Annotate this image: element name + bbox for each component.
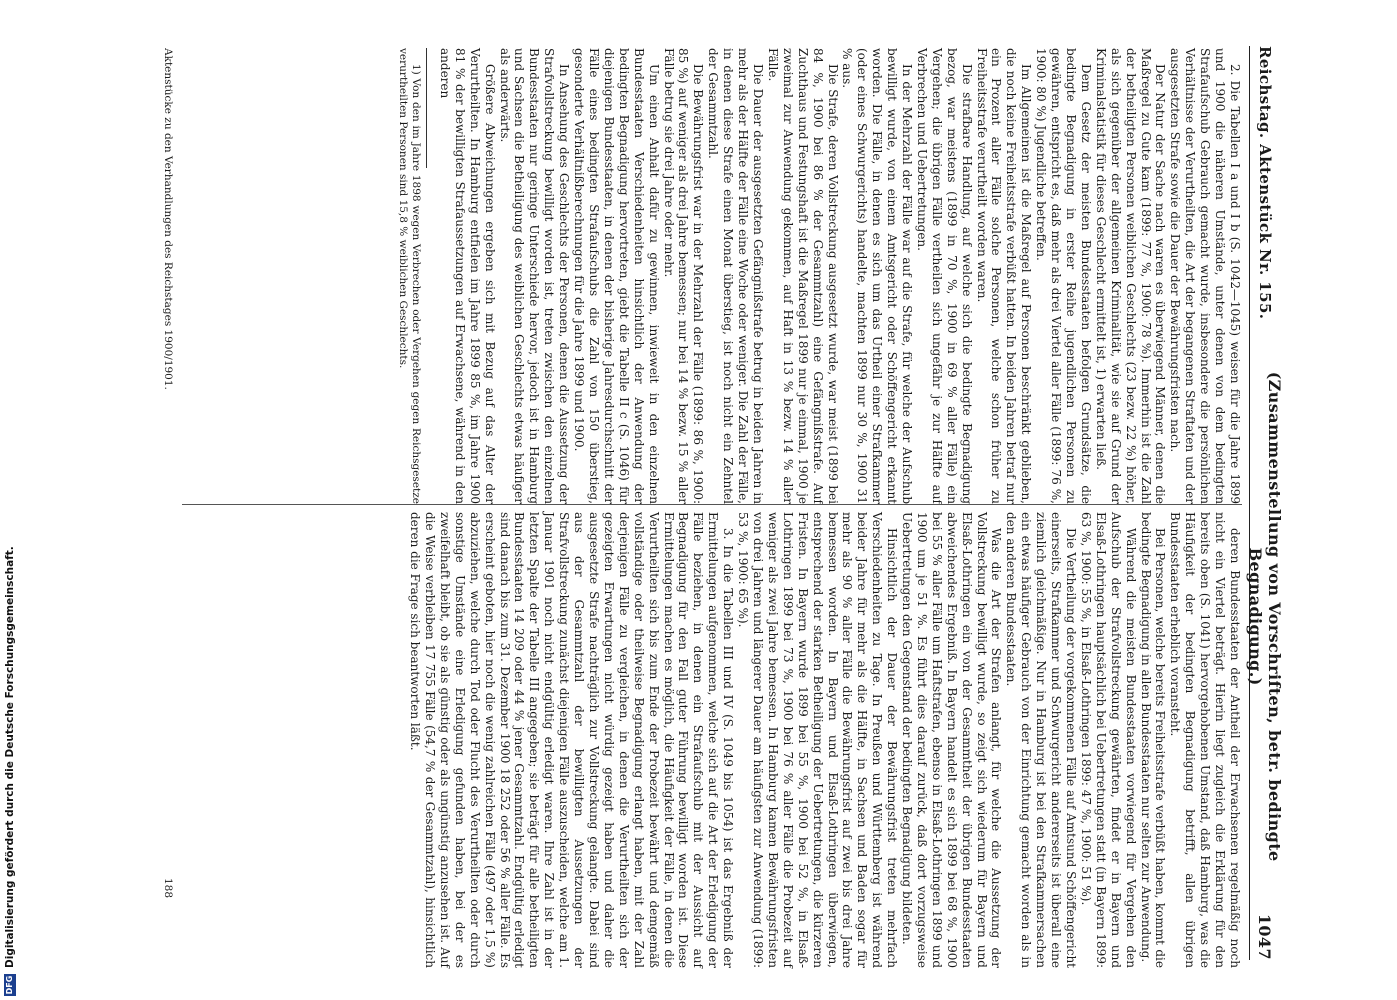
right-column-paragraph: Was die Art der Strafen anlangt, für welche die Aussetzung der Vollstreckung bewilligt wurde, so zeigt sich wiederum für Bayern und Elsaß-Lothringen ein von der Gesammtheit der übrigen Bundesstaaten abweichendes Ergebniß. In Bayern handelt es sich 1899 bei 68 %, 1900 bei 55 % aller Fälle um Haftstrafen, ebenso in Elsaß-Lothringen 1899 und 1900 um je 51 %. Es führt dies darauf zurück, daß dort vorzugsweise Uebertretungen den Gegenstand der bedingten Begnadigung bildeten. [900, 512, 1004, 968]
left-column-paragraph: Die Strafe, deren Vollstreckung ausgesetzt wurde, war meist (1899 bei 84 %, 1900 bei 86 % der Gesammtzahl) eine Gefängnißstrafe. Auf Zuchthaus und Festungshaft ist die Maßregel 1899 nur je einmal, 1900 je zweimal zur Anwendung gekommen, auf Haft in 13 % bezw. 14 % aller Fälle. [765, 48, 840, 504]
footer-page-number: 188 [162, 877, 174, 898]
left-column-paragraph: In Ansehung des Geschlechts der Personen, denen die Aussetzung der Strafvollstreckung bewilligt worden ist, treten zwischen den einzelnen Bundesstaaten nur geringe Unterschiede hervor, jedoch ist in Hamburg und Sachsen die Betheiligung des weiblichen Geschlechts etwas häufiger als anderwärts. [497, 48, 572, 504]
footer-source: Aktenstücke zu den Verhandlungen des Reichstages 1900/1901. [162, 48, 174, 390]
rotated-document-page [104, 38, 1284, 968]
page-footer [162, 48, 174, 958]
right-column-paragraph: Hinsichtlich der Dauer der Bewährungsfrist treten mehrfach Verschiedenheiten zu Tage. In Preußen und Württemberg ist während beider Jahre für mehr als die Hälfte, in Sachsen und Baden sogar für mehr als 90 % aller Fälle die Bewährungsfrist auf zwei bis drei Jahre bemessen worden. In Bayern und Elsaß-Lothringen überwiegen, entsprechend der starken Betheiligung der Uebertretungen, die kürzeren Fristen. In Bayern wurde 1899 bei 55 %, 1900 bei 52 %, in Elsaß-Lothringen 1899 bei 73 %, 1900 bei 76 % aller Fälle die Probezeit auf weniger als zwei Jahre bemessen. In Hamburg kamen Bewährungsfristen von drei Jahren und längerer Dauer am häufigsten zur Anwendung (1899: 53 %, 1900: 65 %). [736, 512, 900, 968]
right-column-paragraph: deren Bundesstaaten der Antheil der Erwachsenen regelmäßig noch nicht ein Viertel beträgt. Hierin liegt zugleich die Erklärung für den bereits oben (S. 1041) hervorgehobenen Umstand, daß Hamburg, was die Häufigkeit der bedingten Begnadigung betrifft, allen übrigen Bundesstaaten erheblich voransteht. [1168, 512, 1242, 968]
right-column-paragraph: Die Vertheilung der vorgekommenen Fälle auf Amtsund Schöffengericht einerseits, Strafkammer und Schwurgericht andererseits ist überall eine ziemlich gleichmäßige. Nur in Hamburg ist bei den Strafkammersachen ein etwas häufiger Gebrauch von der Einrichtung gemacht worden als in den anderen Bundesstaaten. [1004, 512, 1079, 968]
page-header [1246, 46, 1284, 960]
left-column-paragraph: Die Bewährungsfrist war in der Mehrzahl der Fälle (1899: 86 %, 1900: 85 %) auf weniger als drei Jahre bemessen; nur bei 14 % bezw. 15 % aller Fälle betrug sie drei Jahre oder mehr. [661, 48, 706, 504]
right-column [407, 512, 1242, 968]
left-column [396, 48, 1242, 504]
left-column-paragraph: In der Mehrzahl der Fälle war auf die Strafe, für welche der Aufschub bewilligt wurde, von einem Amtsgericht oder Schöffengericht erkannt worden. Die Fälle, in denen es sich um das Urtheil einer Strafkammer (oder eines Schwurgerichts) handelte, machten 1899 nur 30 %, 1900 31 % aus. [840, 48, 915, 504]
header-title: (Zusammenstellung von Vorschriften, betr. bedingte Begnadigung.) [1246, 371, 1284, 862]
column-divider [182, 504, 1242, 505]
left-column-paragraph: Die Dauer der ausgesetzten Gefängnißstrafe betrug in beiden Jahren in mehr als der Hälfte der Fälle eine Woche oder weniger. Die Zahl der Fälle, in denen diese Strafe einen Monat überstieg, ist noch nicht ein Zehntel der Gesammtzahl. [706, 48, 765, 504]
footnote: 1) Von den im Jahre 1898 wegen Verbrechen oder Vergehen gegen Reichsgesetze verurtheilten Personen sind 15,8 % weiblichen Geschlechts. [397, 48, 423, 504]
left-column-paragraph: Der Natur der Sache nach waren es überwiegend Männer, denen die Maßregel zu Gute kam (1899: 77 %, 1900: 78 %). Immerhin ist die Zahl der betheiligten Personen weiblichen Geschlechts (23 bezw. 22 %) höher, als sich gegenüber der allgemeinen Kriminalität, wie sie auf Grund der Kriminalstatistik für dieses Geschlecht ermittelt ist, 1) erwarten ließ. [1093, 48, 1168, 504]
left-column-paragraph: Um einen Anhalt dafür zu gewinnen, inwieweit in den einzelnen Bundesstaaten Verschiedenheiten hinsichtlich der Anwendung der bedingten Begnadigung hervortreten, giebt die Tabelle II c (S. 1046) für diejenigen Bundesstaaten, in denen der bisherige Jahresdurchschnitt der Fälle eines bedingten Strafaufschubs die Zahl von 150 überstieg, gesonderte Verhältnißberechnungen für die Jahre 1899 und 1900. [572, 48, 661, 504]
dfg-logo: DFG [5, 975, 14, 995]
header-page-number: 1047 [1255, 913, 1275, 960]
right-column-paragraph: Während die meisten Bundesstaaten vorwiegend für Vergehen den Aufschub der Strafvollstreckung gewährten, findet er in Bayern und Elsaß-Lothringen hauptsächlich bei Uebertretungen statt (in Bayern 1899: 63 %, 1900: 55 %, in Elsaß-Lothringen 1899: 47 %, 1900: 51 %). [1078, 512, 1138, 968]
digitization-note [4, 546, 16, 996]
left-column-paragraph: Im Allgemeinen ist die Maßregel auf Personen beschränkt geblieben, die noch keine Freiheitsstrafe verbüßt hatten. In beiden Jahren betraf nur ein Prozent aller Fälle solche Personen, welche schon früher zu Freiheitsstrafe verurtheilt worden waren. [974, 48, 1034, 504]
left-column-paragraph: 2. Die Tabellen I a und I b (S. 1042—1045) weisen für die Jahre 1899 und 1900 die näheren Umstände, unter denen von dem bedingten Strafaufschub Gebrauch gemacht wurde, insbesondere die persönlichen Verhältnisse der Verurtheilten, die Art der begangenen Straftaten und der ausgesetzten Strafe sowie die Dauer der Bewährungsfristen nach. [1168, 48, 1242, 504]
left-column-paragraph: Größere Abweichungen ergeben sich mit Bezug auf das Alter der Verurtheilten. In Hamburg entfielen im Jahre 1899 85 %, im Jahre 1900 81 % der bewilligten Strafaussetzungen auf Erwachsene, während in den anderen [437, 48, 497, 504]
right-column-paragraph: Bei Personen, welche bereits Freiheitsstrafe verbüßt haben, kommt die bedingte Begnadigung in allen Bundesstaaten nur selten zur Anwendung. [1138, 512, 1168, 968]
header-left: Reichstag. Aktenstück Nr. 155. [1256, 46, 1274, 320]
right-column-paragraph: 3. In die Tabellen III und IV (S. 1049 bis 1054) ist das Ergebniß der Ermittelungen aufgenommen, welche sich auf die Art der Erledigung der Fälle beziehen, in denen ein Strafaufschub mit der Aussicht auf Begnadigung für den Fall guter Führung bewilligt worden ist. Diese Ermittelungen machen es möglich, die Häufigkeit der Fälle, in denen die Verurtheilten sich bis zum Ende der Probezeit bewährt und demgemäß vollständige oder theilweise Begnadigung erlangt haben, mit der Zahl derjenigen Fälle zu vergleichen, in denen die Verurtheilten sich der gezeigten Erwartungen nicht würdig gezeigt haben und daher die ausgesetzte Strafe nachträglich zur Vollstreckung gelangte. Dabei sind aus der Gesammtzahl der bewilligten Aussetzungen der Strafvollstreckung zunächst diejenigen Fälle auszuscheiden, welche am 1. Januar 1901 noch nicht endgültig erledigt waren. Ihre Zahl ist in der letzten Spalte der Tabelle III angegeben; sie beträgt für alle betheiligten Bundesstaaten 14 209 oder 44 % jener Gesammtzahl. Endgültig erledigt sind danach bis zum 31. Dezember 1900 18 252 oder 56 % aller Fälle. Es erscheint geboten, hier noch die wenig zahlreichen Fälle (497 oder 1,5 %) abzuziehen, welche durch Tod oder Flucht des Verurtheilten oder durch sonstige Umstände eine Erledigung gefunden haben, bei der es zweifelhaft bleibt, ob sie als günstig oder als ungünstig anzusehen ist. Auf die Weise verbleiben 17 755 Fälle (54,7 % der Gesammtzahl), hinsichtlich deren die Frage sich beantworten läßt. [408, 512, 736, 968]
left-column-paragraph: Dem Gesetz der meisten Bundesstaaten befolgen Grundsätze, die bedingte Begnadigung in erster Reihe jugendlichen Personen zu gewähren, entspricht es, daß mehr als drei Viertel aller Fälle (1899: 76 %, 1900: 80 %) Jugendliche betreffen. [1034, 48, 1093, 504]
digitization-text: Digitalisierung gefördert durch die Deutsche Forschungsgemeinschaft. [4, 546, 16, 968]
left-column-paragraph: Die strafbare Handlung, auf welche sich die bedingte Begnadigung bezog, war meistens (1899 in 70 %, 1900 in 69 % aller Fälle) ein Vergehen; die übrigen Fälle vertheilen sich ungefähr je zur Hälfte auf Verbrechen und Uebertretungen. [914, 48, 974, 504]
footnote-divider [426, 48, 427, 168]
